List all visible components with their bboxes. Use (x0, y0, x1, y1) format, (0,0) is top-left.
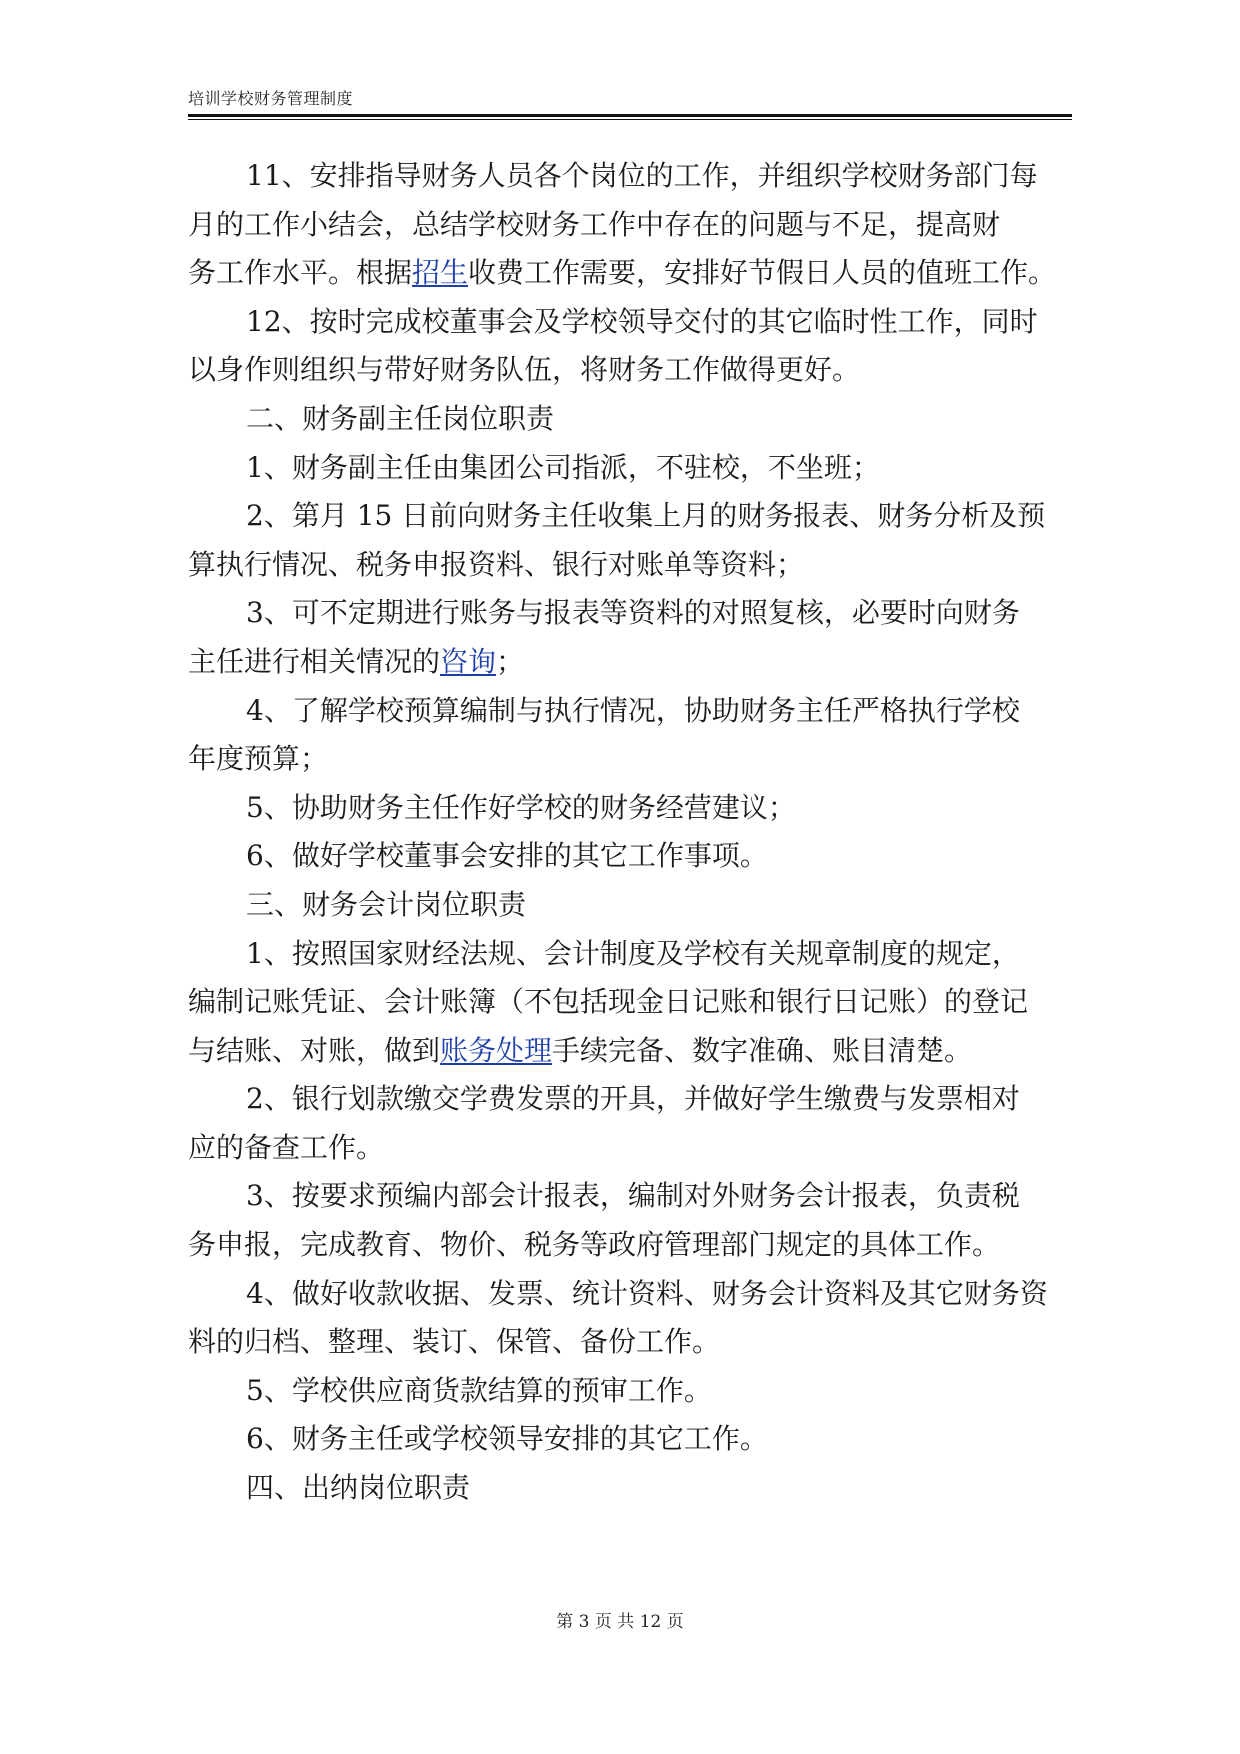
text-line: 年度预算； (188, 742, 329, 776)
paragraph-s3-item-3 (188, 1172, 1080, 1269)
text-segment: ； (496, 644, 525, 678)
text-line: 12、按时完成校董事会及学校领导交付的其它临时性工作，同时 (246, 304, 1038, 338)
link-zhangwu-chuli[interactable]: 账务处理 (440, 1033, 553, 1067)
paragraph-item-12 (188, 298, 1080, 395)
paragraph-s2-item-2 (188, 492, 1080, 589)
text-line: 务申报，完成教育、物价、税务等政府管理部门规定的具体工作。 (188, 1228, 1001, 1262)
text-segment: 收费工作需要，安排好节假日人员的值班工作。 (468, 256, 1057, 290)
paragraph-s3-item-1 (188, 930, 1080, 1076)
text-line: 2、银行划款缴交学费发票的开具，并做好学生缴费与发票相对 (246, 1082, 1020, 1116)
text-line (188, 638, 1080, 687)
text-line: 4、了解学校预算编制与执行情况，协助财务主任严格执行学校 (246, 693, 1020, 727)
page-number: 第 3 页 共 12 页 (556, 1612, 684, 1632)
text-line: 算执行情况、税务申报资料、银行对账单等资料； (188, 547, 805, 581)
page-footer (0, 1610, 1240, 1634)
paragraph-item-11 (188, 152, 1080, 298)
paragraph-s3-item-2 (188, 1075, 1080, 1172)
text-line: 以身作则组织与带好财务队伍，将财务工作做得更好。 (188, 353, 861, 387)
text-line: 2、第月 15 日前向财务主任收集上月的财务报表、财务分析及预 (246, 499, 1046, 533)
section-heading-2: 二、财务副主任岗位职责 (246, 401, 555, 435)
paragraph-s2-item-5: 5、协助财务主任作好学校的财务经营建议； (246, 790, 796, 824)
text-segment: 务工作水平。根据 (188, 256, 413, 290)
text-line: 料的归档、整理、装订、保管、备份工作。 (188, 1325, 721, 1359)
text-segment: 主任进行相关情况的 (188, 644, 441, 678)
text-line: 应的备查工作。 (188, 1130, 385, 1164)
section-heading-3: 三、财务会计岗位职责 (246, 887, 527, 921)
text-line: 4、做好收款收据、发票、统计资料、财务会计资料及其它财务资 (246, 1276, 1048, 1310)
text-line (188, 1027, 1080, 1076)
text-line: 3、可不定期进行账务与报表等资料的对照复核，必要时向财务 (246, 596, 1020, 630)
paragraph-s2-item-3 (188, 589, 1080, 686)
text-line (188, 249, 1080, 298)
text-line: 3、按要求预编内部会计报表，编制对外财务会计报表，负责税 (246, 1179, 1020, 1213)
page-header (188, 86, 1072, 118)
text-line: 编制记账凭证、会计账簿（不包括现金日记账和银行日记账）的登记 (188, 985, 1029, 1019)
paragraph-s2-item-1: 1、财务副主任由集团公司指派，不驻校，不坐班； (246, 450, 880, 484)
text-line: 11、安排指导财务人员各个岗位的工作，并组织学校财务部门每 (246, 159, 1038, 192)
header-rule-thick (188, 114, 1072, 117)
link-zhaosheng[interactable]: 招生 (412, 256, 469, 290)
text-segment: 与结账、对账，做到 (188, 1033, 441, 1067)
header-rule-thin (188, 119, 1072, 120)
section-heading-4: 四、出纳岗位职责 (246, 1471, 471, 1505)
paragraph-s3-item-6: 6、财务主任或学校领导安排的其它工作。 (246, 1422, 768, 1456)
header-title: 培训学校财务管理制度 (188, 89, 354, 108)
document-body (188, 152, 1080, 1513)
paragraph-s2-item-6: 6、做好学校董事会安排的其它工作事项。 (246, 839, 768, 873)
link-zixun[interactable]: 咨询 (440, 644, 497, 678)
text-segment: 手续完备、数字准确、账目清楚。 (552, 1033, 973, 1067)
text-line: 1、按照国家财经法规、会计制度及学校有关规章制度的规定， (246, 936, 1020, 970)
paragraph-s2-item-4 (188, 687, 1080, 784)
paragraph-s3-item-5: 5、学校供应商货款结算的预审工作。 (246, 1373, 712, 1407)
text-line: 月的工作小结会，总结学校财务工作中存在的问题与不足，提高财 (188, 207, 1001, 241)
paragraph-s3-item-4 (188, 1270, 1080, 1367)
